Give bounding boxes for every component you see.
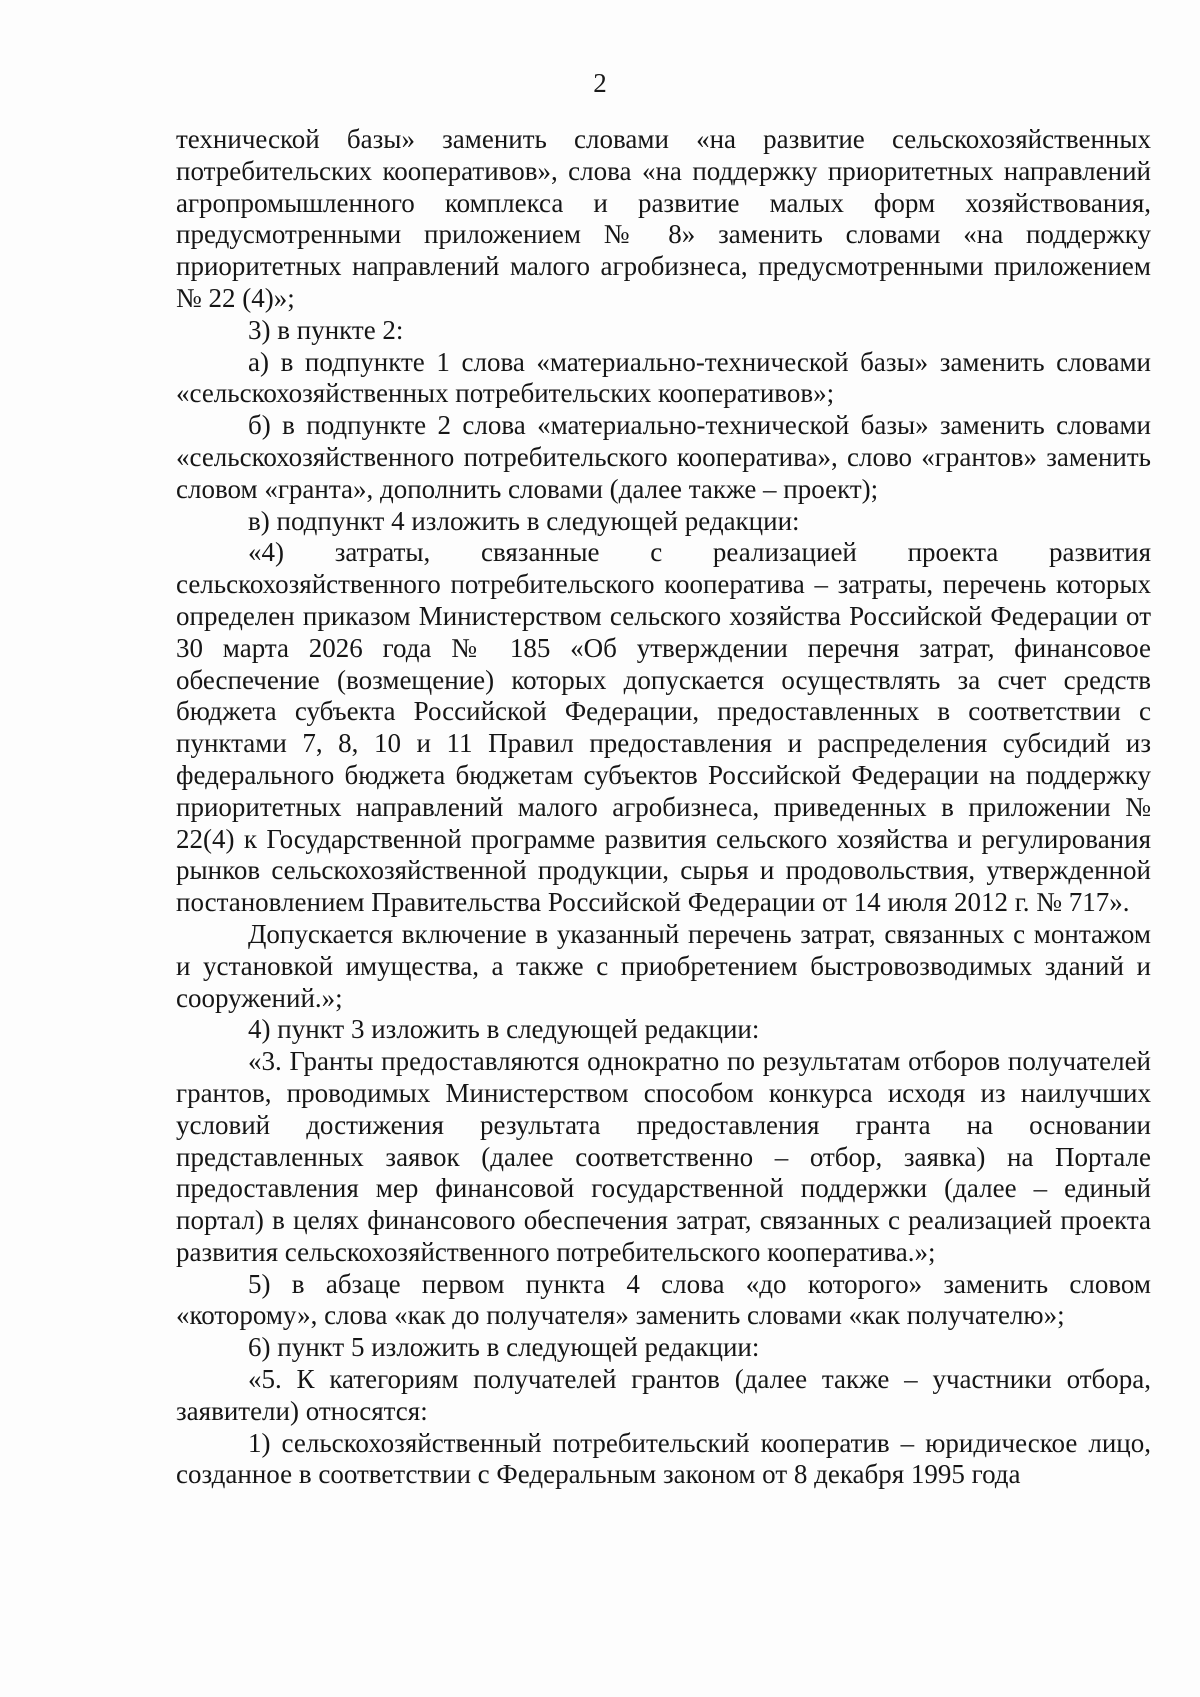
paragraph-item-5: 5) в абзаце первом пункта 4 слова «до которого» заменить словом «которому», слова «как до получателя» заменить словами «как получателю»; xyxy=(176,1268,1151,1331)
paragraph-quoted-item-3: «3. Гранты предоставляются однократно по результатам отборов получателей грантов, проводимых Министерством способом конкурса исходя из наилучших условий достижения результата предоставления гранта на основании представленных заявок (далее соответственно – отбор, заявка) на Портале предоставления мер финансовой государственной поддержки (далее – единый портал) в целях финансового обеспечения затрат, связанных с реализацией проекта развития сельскохозяйственного потребительского кооператива.»; xyxy=(176,1046,1151,1267)
page-number: 2 xyxy=(593,68,607,98)
paragraph-quoted-item-5: «5. К категориям получателей грантов (далее также – участники отбора, заявители) относятся: xyxy=(176,1364,1151,1426)
document-body xyxy=(176,124,1151,1491)
paragraph-subitem-v: в) подпункт 4 изложить в следующей редакции: xyxy=(248,505,800,536)
paragraph-subitem-a: а) в подпункте 1 слова «материально-технической базы» заменить словами «сельскохозяйственных потребительских кооперативов»; xyxy=(176,346,1151,409)
paragraph-item-4: 4) пункт 3 изложить в следующей редакции: xyxy=(248,1014,760,1045)
paragraph-subitem-b: б) в подпункте 2 слова «материально-технической базы» заменить словами «сельскохозяйственного потребительского кооператива», слово «грантов» заменить словом «гранта», дополнить словами (далее также – проект); xyxy=(176,410,1151,504)
paragraph-category-1: 1) сельскохозяйственный потребительский кооператив – юридическое лицо, созданное в соответствии с Федеральным законом от 8 декабря 1995 года xyxy=(176,1427,1151,1490)
paragraph-quoted-subitem-4: «4) затраты, связанные с реализацией проекта развития сельскохозяйственного потребительского кооператива – затраты, перечень которых определен приказом Министерством сельского хозяйства Российской Федерации от 30 марта 2026 года № 185 «Об утверждении перечня затрат, финансовое обеспечение (возмещение) которых допускается осуществлять за счет средств бюджета субъекта Российской Федерации, предоставленных в соответствии с пунктами 7, 8, 10 и 11 Правил предоставления и распределения субсидий из федерального бюджета бюджетам субъектов Российской Федерации на поддержку приоритетных направлений малого агробизнеса, приведенных в приложении № 22(4) к Государственной программе развития сельского хозяйства и регулирования рынков сельскохозяйственной продукции, сырья и продовольствия, утвержденной постановлением Правительства Российской Федерации от 14 июля 2012 г. № 717». xyxy=(176,537,1151,918)
paragraph-item-3: 3) в пункте 2: xyxy=(248,314,404,345)
paragraph-continuation: технической базы» заменить словами «на развитие сельскохозяйственных потребительских кооперативов», слова «на поддержку приоритетных направлений агропромышленного комплекса и развитие малых форм хозяйствования, предусмотренными приложением № 8» заменить словами «на поддержку приоритетных направлений малого агробизнеса, предусмотренными приложением № 22 (4)»; xyxy=(176,124,1151,313)
paragraph-allowed-costs: Допускается включение в указанный перечень затрат, связанных с монтажом и установкой имущества, а также с приобретением быстровозводимых зданий и сооружений.»; xyxy=(176,918,1151,1013)
paragraph-item-6: 6) пункт 5 изложить в следующей редакции: xyxy=(248,1332,760,1363)
